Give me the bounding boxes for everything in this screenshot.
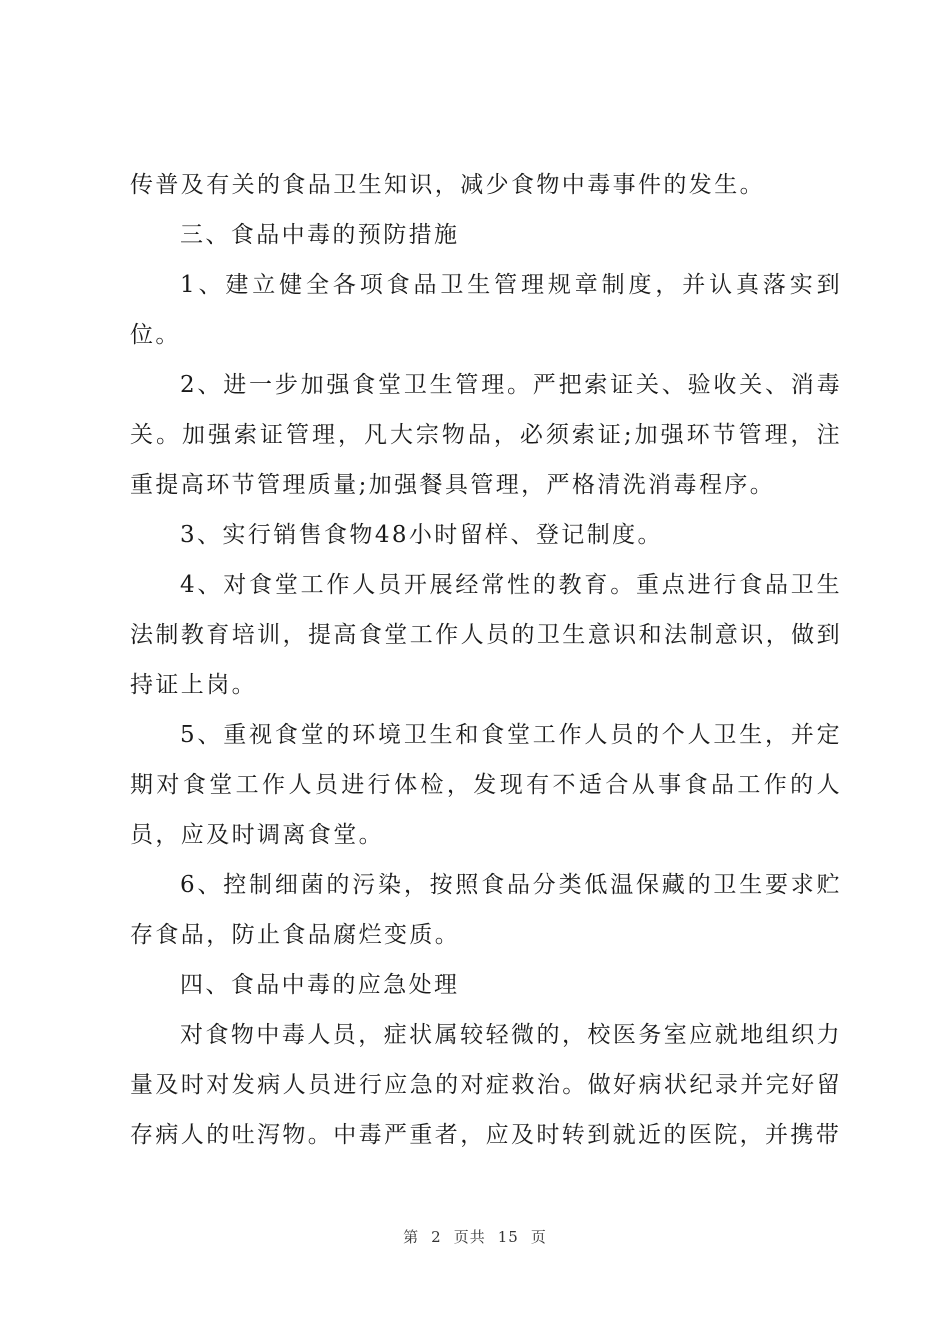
paragraph: 对食物中毒人员，症状属较轻微的，校医务室应就地组织力量及时对发病人员进行应急的对症救治。做好病状纪录并完好留存病人的吐泻物。中毒严重者，应及时转到就近的医院，并携带 xyxy=(130,1022,842,1148)
document-body xyxy=(130,160,842,1160)
section-heading-prevention: 三、食品中毒的预防措施 xyxy=(180,222,460,248)
paragraph: 3、实行销售食物48小时留样、登记制度。 xyxy=(180,522,663,548)
page-number: 2 xyxy=(431,1228,442,1246)
paragraph: 传普及有关的食品卫生知识，减少食物中毒事件的发生。 xyxy=(130,172,765,198)
page-footer xyxy=(0,1226,950,1247)
page-total: 15 xyxy=(497,1228,519,1246)
paragraph: 1、建立健全各项食品卫生管理规章制度，并认真落实到位。 xyxy=(130,272,842,348)
paragraph: 4、对食堂工作人员开展经常性的教育。重点进行食品卫生法制教育培训，提高食堂工作人员的卫生意识和法制意识，做到持证上岗。 xyxy=(130,572,842,698)
footer-suffix: 页 xyxy=(530,1228,547,1246)
section-heading-emergency: 四、食品中毒的应急处理 xyxy=(180,972,460,998)
paragraph: 6、控制细菌的污染，按照食品分类低温保藏的卫生要求贮存食品，防止食品腐烂变质。 xyxy=(130,872,842,948)
paragraph: 2、进一步加强食堂卫生管理。严把索证关、验收关、消毒关。加强索证管理，凡大宗物品，必须索证;加强环节管理，注重提高环节管理质量;加强餐具管理，严格清洗消毒程序。 xyxy=(130,372,842,498)
footer-prefix: 第 xyxy=(403,1228,420,1246)
footer-middle: 页共 xyxy=(453,1228,486,1246)
paragraph: 5、重视食堂的环境卫生和食堂工作人员的个人卫生，并定期对食堂工作人员进行体检，发现有不适合从事食品工作的人员，应及时调离食堂。 xyxy=(130,722,842,848)
